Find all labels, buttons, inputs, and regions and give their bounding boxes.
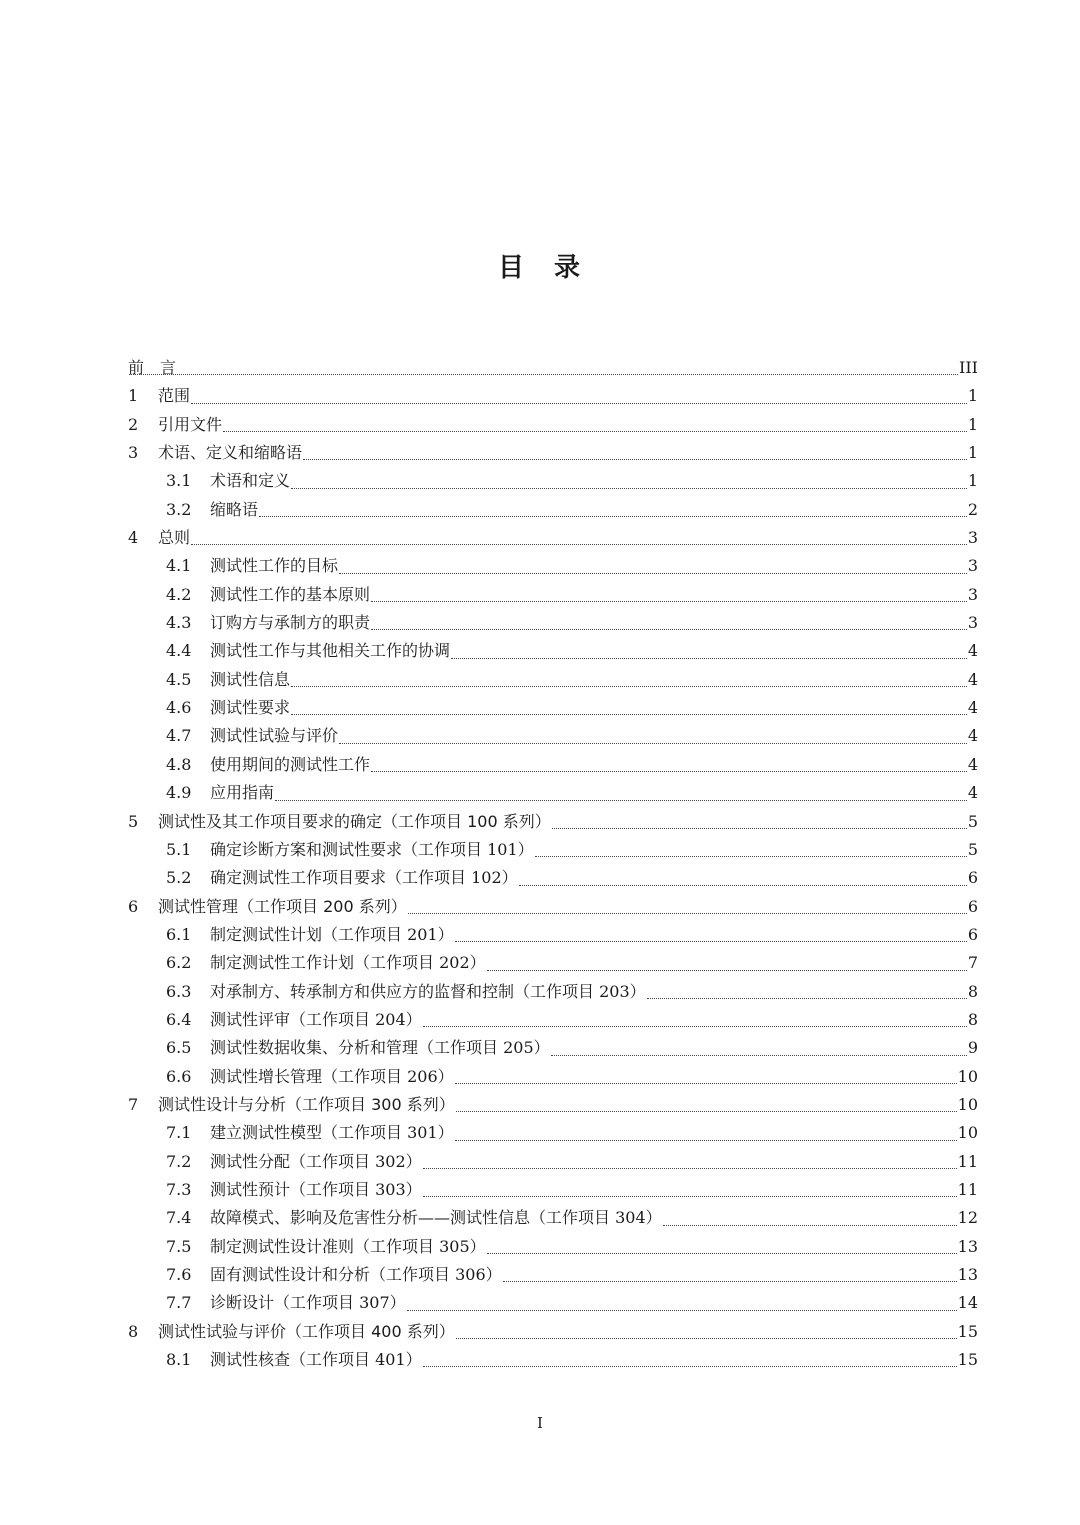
toc-entry-number: 7.4	[166, 1208, 192, 1228]
toc-entry-page: 7	[967, 953, 978, 973]
toc-entry[interactable]	[128, 808, 978, 836]
toc-entry-title: 测试性预计（工作项目 303）	[210, 1179, 422, 1199]
toc-entry[interactable]	[128, 893, 978, 921]
toc-entry-page: 8	[967, 981, 978, 1001]
toc-entry-title: 使用期间的测试性工作	[210, 754, 371, 774]
toc-entry-number: 6.1	[166, 924, 192, 944]
toc-entry[interactable]	[128, 978, 978, 1006]
toc-entry-title: 故障模式、影响及危害性分析——测试性信息（工作项目 304）	[210, 1208, 662, 1228]
toc-entry[interactable]	[128, 1034, 978, 1062]
toc-dot-leader	[259, 501, 967, 517]
toc-dot-leader	[552, 813, 967, 829]
toc-entry[interactable]	[128, 1148, 978, 1176]
toc-entry[interactable]	[128, 411, 978, 439]
toc-entry[interactable]	[128, 694, 978, 722]
toc-entry-page: 5	[967, 839, 978, 859]
toc-entry[interactable]	[128, 949, 978, 977]
toc-entry-page: 8	[967, 1009, 978, 1029]
toc-dot-leader	[191, 388, 967, 404]
toc-entry[interactable]	[128, 637, 978, 665]
toc-entry-number: 8	[128, 1321, 139, 1341]
toc-entry-number: 8.1	[166, 1350, 192, 1370]
toc-entry-page: 5	[967, 811, 978, 831]
toc-dot-leader	[519, 870, 967, 886]
toc-entry-number: 4.3	[166, 613, 192, 633]
toc-dot-leader	[456, 1323, 957, 1339]
toc-entry-page: 15	[957, 1321, 978, 1341]
toc-entry-number: 6.6	[166, 1066, 192, 1086]
toc-entry-number: 4	[128, 528, 139, 548]
toc-dot-leader	[503, 1266, 957, 1282]
toc-entry[interactable]	[128, 1091, 978, 1119]
toc-entry-title: 测试性试验与评价（工作项目 400 系列）	[158, 1321, 455, 1341]
toc-dot-leader	[371, 614, 967, 630]
toc-dot-leader	[487, 1238, 957, 1254]
toc-entry-title: 制定测试性设计准则（工作项目 305）	[210, 1236, 486, 1256]
toc-dot-leader	[371, 586, 967, 602]
toc-dot-leader	[455, 1125, 957, 1141]
toc-entry[interactable]	[128, 1318, 978, 1346]
toc-dot-leader	[487, 955, 967, 971]
toc-entry-page: 6	[967, 868, 978, 888]
toc-entry-title: 测试性工作的目标	[210, 556, 339, 576]
toc-entry[interactable]	[128, 1346, 978, 1374]
toc-entry-number: 7.7	[166, 1293, 192, 1313]
toc-entry[interactable]	[128, 552, 978, 580]
toc-dot-leader	[291, 699, 967, 715]
toc-entry-number: 6.4	[166, 1009, 192, 1029]
toc-entry-title: 确定测试性工作项目要求（工作项目 102）	[210, 868, 518, 888]
toc-entry-title: 测试性工作的基本原则	[210, 584, 371, 604]
toc-entry-page: 12	[957, 1208, 978, 1228]
toc-entry-title: 测试性管理（工作项目 200 系列）	[158, 896, 407, 916]
toc-dot-leader	[451, 643, 967, 659]
toc-entry[interactable]	[128, 1176, 978, 1204]
page-title: 目 录	[497, 253, 582, 283]
toc-entry-title: 测试性工作与其他相关工作的协调	[210, 641, 451, 661]
toc-entry[interactable]	[128, 496, 978, 524]
toc-entry-page: 10	[957, 1066, 978, 1086]
toc-entry-page: 3	[967, 528, 978, 548]
toc-entry-number: 3.1	[166, 471, 192, 491]
toc-entry-title: 测试性及其工作项目要求的确定（工作项目 100 系列）	[158, 811, 551, 831]
toc-entry-page: 4	[967, 698, 978, 718]
toc-entry[interactable]	[128, 1261, 978, 1289]
toc-entry-title: 测试性数据收集、分析和管理（工作项目 205）	[210, 1038, 550, 1058]
toc-dot-leader	[371, 756, 967, 772]
toc-entry-number: 6.2	[166, 953, 192, 973]
toc-entry-page: 1	[967, 443, 978, 463]
page-number: I	[537, 1414, 543, 1432]
toc-entry[interactable]	[128, 751, 978, 779]
toc-entry-page: 4	[967, 783, 978, 803]
toc-entry-title: 术语、定义和缩略语	[158, 443, 303, 463]
toc-dot-leader	[339, 728, 967, 744]
toc-entry-number: 3	[128, 443, 139, 463]
toc-entry-page: 13	[957, 1265, 978, 1284]
toc-entry-page: III	[959, 358, 978, 377]
toc-dot-leader	[455, 926, 967, 942]
toc-entry[interactable]	[128, 666, 978, 694]
toc-entry-page: 4	[967, 754, 978, 774]
toc-entry-title: 订购方与承制方的职责	[210, 613, 371, 633]
toc-entry-page: 15	[957, 1350, 978, 1370]
toc-dot-leader	[408, 898, 967, 914]
toc-entry-title: 建立测试性模型（工作项目 301）	[210, 1123, 454, 1143]
toc-entry-title: 测试性核查（工作项目 401）	[210, 1350, 422, 1370]
toc-dot-leader	[423, 1351, 957, 1367]
toc-entry-page: 4	[967, 641, 978, 661]
toc-entry-page: 1	[967, 414, 978, 434]
toc-entry-number: 4.4	[166, 641, 192, 661]
toc-entry-number: 5.1	[166, 839, 192, 859]
toc-entry-title: 引用文件	[158, 414, 223, 434]
toc-dot-leader	[647, 983, 967, 999]
toc-entry[interactable]	[128, 439, 978, 467]
toc-entry-page: 1	[967, 471, 978, 491]
toc-entry-page: 3	[967, 613, 978, 633]
toc-entry[interactable]	[128, 581, 978, 609]
toc-entry[interactable]: 前 言 III	[128, 354, 978, 382]
toc-entry-title: 诊断设计（工作项目 307）	[210, 1293, 406, 1313]
toc-entry-page: 4	[967, 726, 978, 746]
toc-entry-number: 1	[128, 386, 139, 406]
toc-entry-number: 3.2	[166, 499, 192, 519]
toc-entry-number: 5.2	[166, 868, 192, 888]
toc-entry-number: 7.1	[166, 1123, 192, 1143]
toc-entry-title: 总则	[158, 528, 191, 548]
toc-entry-title: 测试性分配（工作项目 302）	[210, 1151, 422, 1171]
toc-entry-title: 测试性要求	[210, 698, 291, 718]
toc-entry-title: 制定测试性工作计划（工作项目 202）	[210, 953, 486, 973]
toc-entry-number: 7	[128, 1094, 139, 1114]
toc-entry-title: 测试性信息	[210, 669, 291, 689]
toc-entry-page: 1	[967, 386, 978, 406]
toc-entry-page: 9	[967, 1038, 978, 1058]
toc-dot-leader	[456, 1096, 957, 1112]
toc-entry-number: 4.1	[166, 556, 192, 576]
toc-entry-number: 6.5	[166, 1038, 192, 1058]
toc-entry-page: 3	[967, 556, 978, 576]
toc-entry-number: 7.6	[166, 1265, 192, 1284]
toc-entry-page: 11	[957, 1151, 978, 1171]
toc-dot-leader	[191, 529, 967, 545]
toc-dot-leader	[339, 558, 967, 574]
toc-entry-title: 测试性增长管理（工作项目 206）	[210, 1066, 454, 1086]
toc-entry-title: 确定诊断方案和测试性要求（工作项目 101）	[210, 839, 534, 859]
toc-entry-number: 7.3	[166, 1179, 192, 1199]
toc-dot-leader	[663, 1210, 957, 1226]
toc-entry[interactable]	[128, 1233, 978, 1261]
toc-entry-page: 4	[967, 669, 978, 689]
toc-entry-title: 固有测试性设计和分析（工作项目 306）	[210, 1265, 502, 1284]
toc-entry[interactable]	[128, 722, 978, 750]
toc-entry[interactable]	[128, 1006, 978, 1034]
toc-entry[interactable]	[128, 609, 978, 637]
toc-entry[interactable]	[128, 1204, 978, 1232]
toc-entry[interactable]	[128, 382, 978, 410]
toc-dot-leader	[535, 841, 967, 857]
toc-dot-leader	[291, 671, 967, 687]
toc-entry-number: 7.2	[166, 1151, 192, 1171]
toc-entry-number: 4.6	[166, 698, 192, 718]
toc-entry-number: 2	[128, 414, 139, 434]
toc-entry-page: 13	[957, 1236, 978, 1256]
toc-entry-title: 范围	[158, 386, 191, 406]
toc-entry[interactable]	[128, 864, 978, 892]
toc-entry-page: 6	[967, 896, 978, 916]
toc-dot-leader	[303, 444, 967, 460]
toc-entry-number: 4.5	[166, 669, 192, 689]
table-of-contents	[128, 354, 978, 1374]
toc-entry-number: 4.8	[166, 754, 192, 774]
toc-entry[interactable]	[128, 836, 978, 864]
toc-entry-title: 测试性评审（工作项目 204）	[210, 1009, 422, 1029]
toc-dot-leader	[275, 785, 967, 801]
toc-entry[interactable]	[128, 1119, 978, 1147]
toc-entry-title: 测试性试验与评价	[210, 726, 339, 746]
toc-entry-page: 6	[967, 924, 978, 944]
toc-entry-title: 测试性设计与分析（工作项目 300 系列）	[158, 1094, 455, 1114]
toc-entry-page: 14	[957, 1293, 978, 1313]
toc-entry-number: 5	[128, 811, 139, 831]
toc-dot-leader	[407, 1295, 957, 1311]
toc-dot-leader	[423, 1011, 967, 1027]
toc-entry-title: 术语和定义	[210, 471, 291, 491]
toc-dot-leader	[129, 359, 958, 375]
toc-entry-number: 4.2	[166, 584, 192, 604]
toc-entry-number: 7.5	[166, 1236, 192, 1256]
toc-entry-title: 对承制方、转承制方和供应方的监督和控制（工作项目 203）	[210, 981, 646, 1001]
toc-entry-number: 6	[128, 896, 139, 916]
toc-entry[interactable]	[128, 1063, 978, 1091]
toc-dot-leader	[423, 1181, 957, 1197]
toc-entry-page: 11	[957, 1179, 978, 1199]
toc-entry-number: 4.7	[166, 726, 192, 746]
toc-dot-leader	[291, 473, 967, 489]
toc-dot-leader	[223, 416, 967, 432]
toc-dot-leader	[455, 1068, 957, 1084]
toc-entry-page: 10	[957, 1094, 978, 1114]
toc-entry-title: 制定测试性计划（工作项目 201）	[210, 924, 454, 944]
toc-entry[interactable]	[128, 779, 978, 807]
toc-entry-number: 4.9	[166, 783, 192, 803]
toc-entry-page: 10	[957, 1123, 978, 1143]
toc-entry-title: 缩略语	[210, 499, 259, 519]
toc-entry[interactable]	[128, 921, 978, 949]
toc-entry[interactable]	[128, 524, 978, 552]
toc-entry-page: 2	[967, 499, 978, 519]
toc-dot-leader	[551, 1040, 967, 1056]
toc-entry-page: 3	[967, 584, 978, 604]
toc-entry[interactable]	[128, 467, 978, 495]
toc-entry[interactable]	[128, 1289, 978, 1317]
toc-entry-title: 应用指南	[210, 783, 275, 803]
toc-entry-number: 6.3	[166, 981, 192, 1001]
toc-dot-leader	[423, 1153, 957, 1169]
